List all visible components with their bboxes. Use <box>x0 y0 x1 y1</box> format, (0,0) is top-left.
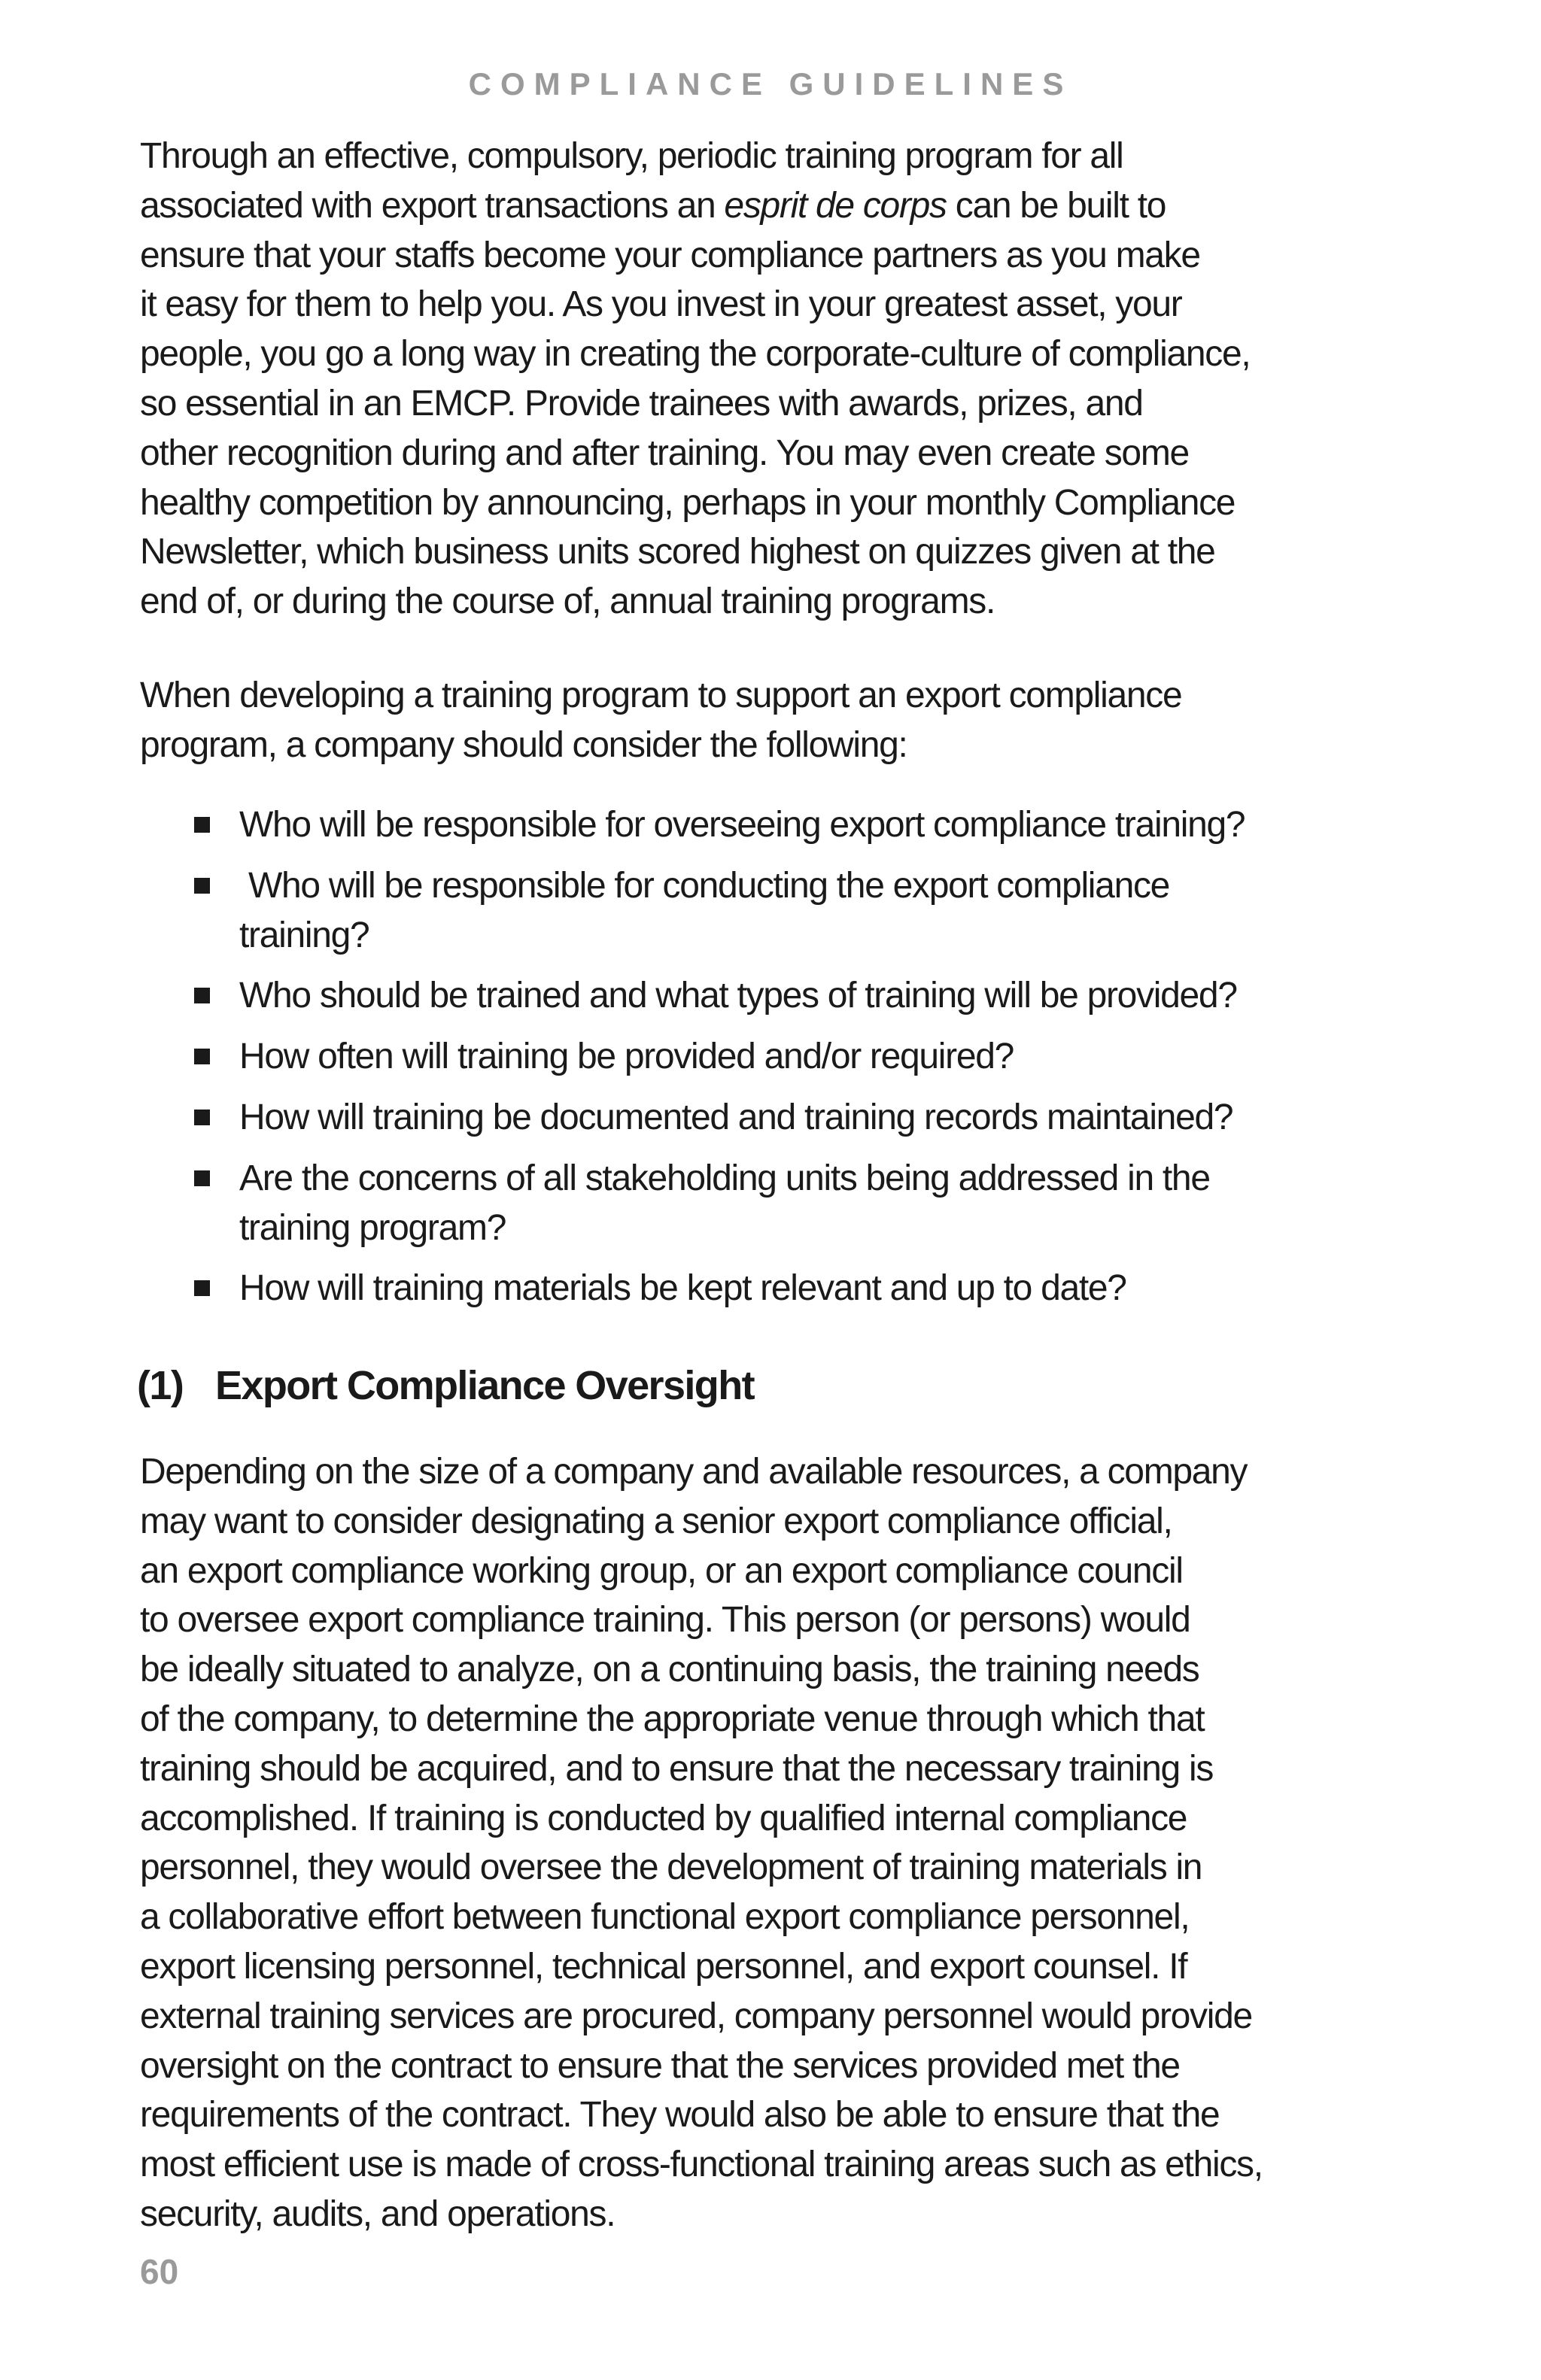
intro-paragraph <box>140 132 1404 627</box>
list-item-text: training? <box>239 915 369 955</box>
list-item <box>140 1154 1404 1253</box>
list-item-text: training program? <box>239 1207 506 1248</box>
paragraph-line: be ideally situated to analyze, on a continuing basis, the training needs <box>140 1650 1199 1690</box>
paragraph-line: Newsletter, which business units scored highest on quizzes given at the <box>140 532 1215 572</box>
list-item-text: Who will be responsible for conducting the export compliance <box>239 865 1170 906</box>
square-bullet-icon <box>194 1280 210 1296</box>
section-number: (1) <box>137 1363 184 1408</box>
square-bullet-icon <box>194 1170 210 1186</box>
list-item <box>140 1264 1404 1313</box>
paragraph-line: people, you go a long way in creating the corporate-culture of compliance, <box>140 334 1251 375</box>
paragraph-line: export licensing personnel, technical personnel, and export counsel. If <box>140 1946 1187 1987</box>
list-item-text: Are the concerns of all stakeholding units being addressed in the <box>239 1158 1210 1198</box>
list-item <box>140 1093 1404 1143</box>
square-bullet-icon <box>194 878 210 894</box>
list-item-text: How will training materials be kept relevant and up to date? <box>239 1268 1126 1309</box>
paragraph-line: so essential in an EMCP. Provide trainees with awards, prizes, and <box>140 383 1143 423</box>
paragraph-line: ensure that your staffs become your compliance partners as you make <box>140 235 1200 275</box>
paragraph-text: can be built to <box>946 185 1166 226</box>
paragraph-line: other recognition during and after training. You may even create some <box>140 433 1189 473</box>
paragraph-line: an export compliance working group, or an export compliance council <box>140 1550 1183 1591</box>
paragraph-line: to oversee export compliance training. This person (or persons) would <box>140 1600 1190 1641</box>
paragraph-line: of the company, to determine the appropriate venue through which that <box>140 1698 1205 1739</box>
running-header: COMPLIANCE GUIDELINES <box>468 66 1073 102</box>
paragraph-line: When developing a training program to support an export compliance <box>140 675 1182 715</box>
list-item-text: How will training be documented and training records maintained? <box>239 1097 1233 1137</box>
paragraph-line: security, audits, and operations. <box>140 2193 615 2234</box>
paragraph-line: external training services are procured, company personnel would provide <box>140 1996 1252 2036</box>
square-bullet-icon <box>194 988 210 1003</box>
list-item-text: How often will training be provided and/or required? <box>239 1037 1014 1077</box>
paragraph-line <box>140 181 1404 231</box>
list-item-text: Who should be trained and what types of training will be provided? <box>239 976 1237 1016</box>
paragraph-line: may want to consider designating a senior export compliance official, <box>140 1501 1172 1541</box>
list-item-text: Who will be responsible for overseeing export compliance training? <box>239 805 1245 845</box>
list-item <box>140 800 1404 850</box>
paragraph-line: Through an effective, compulsory, periodic training program for all <box>140 136 1123 176</box>
paragraph-line: healthy competition by announcing, perhaps in your monthly Compliance <box>140 482 1236 523</box>
page-number: 60 <box>140 2252 179 2291</box>
paragraph-text: associated with export transactions an <box>140 185 725 226</box>
paragraph-line: personnel, they would oversee the development of training materials in <box>140 1847 1202 1888</box>
paragraph-line: Depending on the size of a company and available resources, a company <box>140 1452 1248 1492</box>
section-title: Export Compliance Oversight <box>215 1363 754 1408</box>
paragraph-line: program, a company should consider the following: <box>140 724 907 765</box>
paragraph-line: it easy for them to help you. As you invest in your greatest asset, your <box>140 284 1182 325</box>
paragraph-line: a collaborative effort between functional export compliance personnel, <box>140 1897 1190 1938</box>
square-bullet-icon <box>194 817 210 833</box>
paragraph-line: accomplished. If training is conducted by qualified internal compliance <box>140 1798 1187 1838</box>
list-item <box>140 861 1404 961</box>
list-item <box>140 1032 1404 1082</box>
italic-phrase: esprit de corps <box>724 185 947 226</box>
paragraph-line: most efficient use is made of cross-functional training areas such as ethics, <box>140 2145 1263 2185</box>
paragraph-line: training should be acquired, and to ensure that the necessary training is <box>140 1748 1214 1789</box>
square-bullet-icon <box>194 1110 210 1125</box>
paragraph-line: oversight on the contract to ensure that the services provided met the <box>140 2045 1180 2086</box>
considerations-list <box>140 800 1404 1325</box>
training-considerations-paragraph <box>140 671 1404 770</box>
paragraph-line: end of, or during the course of, annual training programs. <box>140 581 995 622</box>
section-heading <box>137 1359 754 1412</box>
square-bullet-icon <box>194 1049 210 1064</box>
paragraph-line: requirements of the contract. They would also be able to ensure that the <box>140 2095 1220 2136</box>
list-item <box>140 971 1404 1021</box>
oversight-paragraph <box>140 1447 1404 2239</box>
